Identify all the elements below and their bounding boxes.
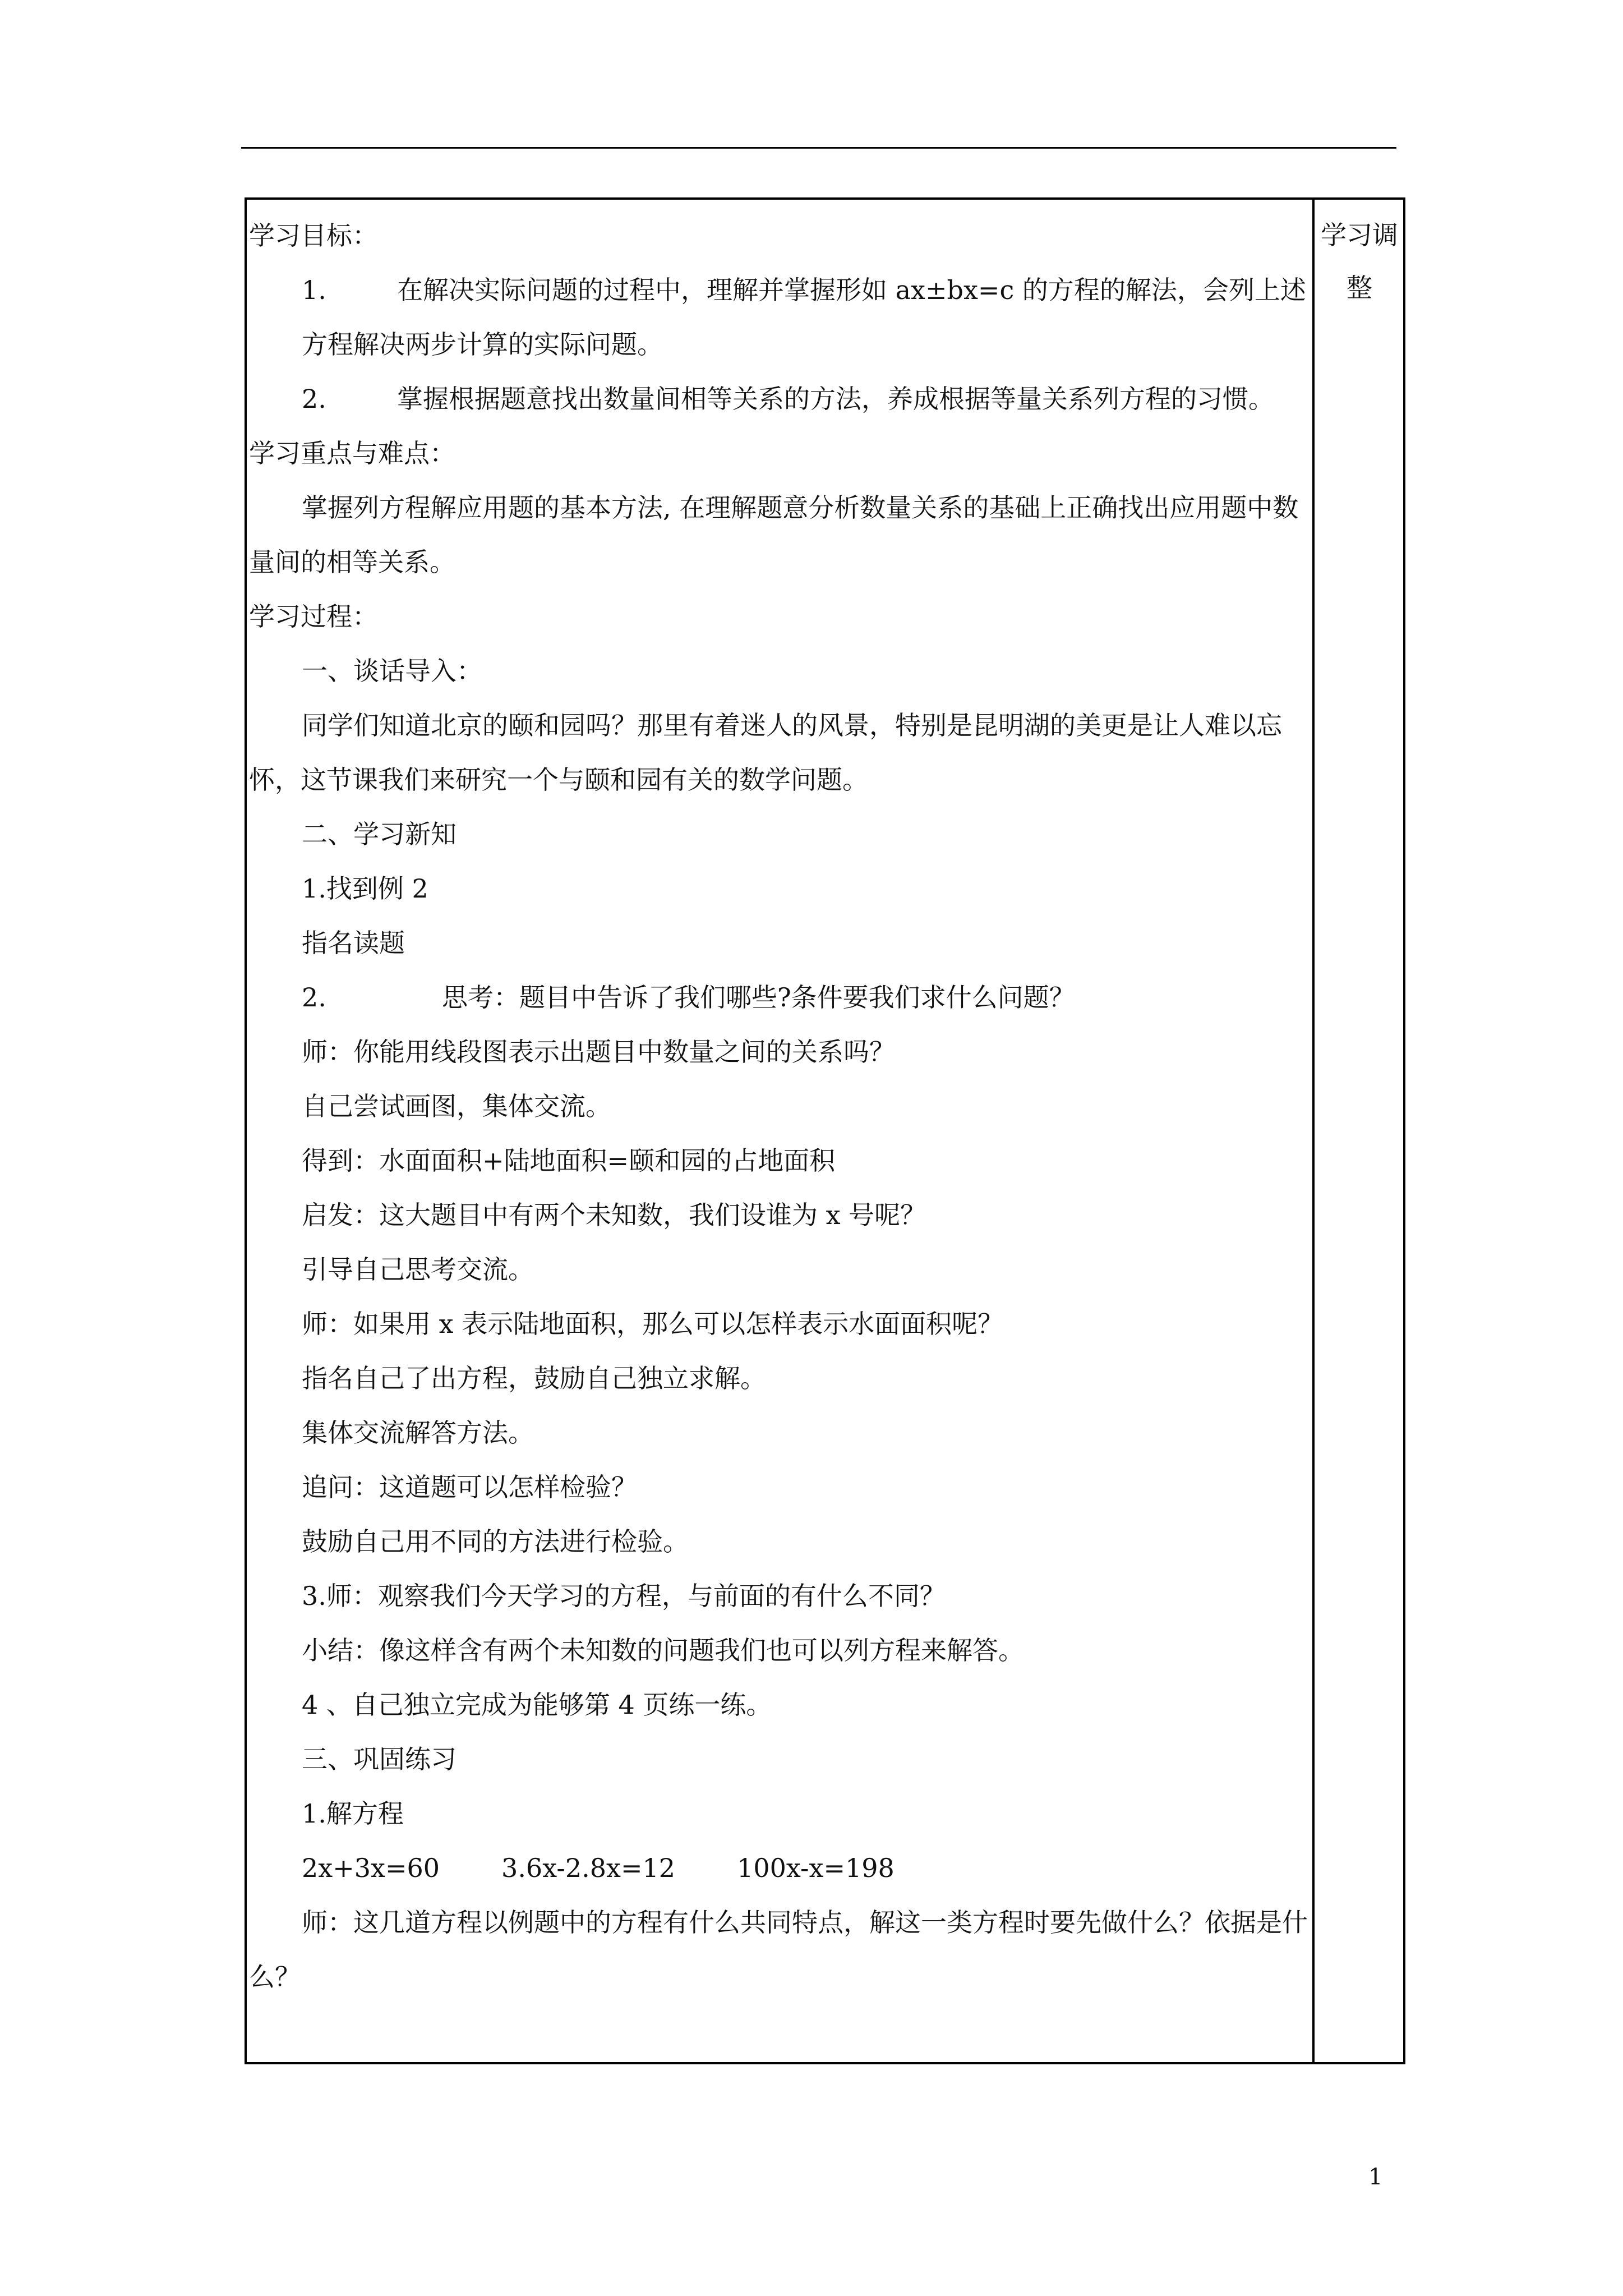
step-2 <box>249 970 1309 1025</box>
adjustment-cell <box>1316 209 1403 314</box>
goal-2-text: 掌握根据题意找出数量间相等关系的方法，养成根据等量关系列方程的习惯。 <box>397 384 1274 414</box>
final-question: 师：这几道方程以例题中的方程有什么共同特点，解这一类方程时要先做什么？依据是什么？ <box>249 1907 1308 1992</box>
process-line: 启发：这大题目中有两个未知数，我们设谁为 x 号呢？ <box>302 1200 926 1230</box>
goal-2-number: 2. <box>302 384 326 414</box>
column-divider <box>1312 197 1315 2064</box>
adjustment-label-line-2: 整 <box>1347 273 1372 303</box>
process-line: 得到：水面面积+陆地面积=颐和园的占地面积 <box>302 1145 836 1176</box>
equation-1: 2x+3x=60 <box>302 1853 440 1883</box>
goals-heading: 学习目标： <box>249 220 378 251</box>
equation-2: 3.6x-2.8x=12 <box>501 1853 676 1883</box>
process-line: 师：你能用线段图表示出题目中数量之间的关系吗？ <box>302 1037 895 1067</box>
process-line: 小结：像这样含有两个未知数的问题我们也可以列方程来解答。 <box>302 1635 1024 1665</box>
part3-title: 三、巩固练习 <box>302 1744 457 1774</box>
focus-text: 掌握列方程解应用题的基本方法, 在理解题意分析数量关系的基础上正确找出应用题中数量间的相等关系。 <box>249 493 1299 577</box>
part1-text: 同学们知道北京的颐和园吗？那里有着迷人的风景，特别是昆明湖的美更是让人难以忘怀，这节课我们来研究一个与颐和园有关的数学问题。 <box>249 710 1282 795</box>
process-line: 追问：这道题可以怎样检验？ <box>302 1472 637 1502</box>
goal-1-number: 1. <box>302 275 326 305</box>
page-number: 1 <box>1368 2164 1383 2190</box>
part1-title: 一、谈话导入： <box>302 656 482 686</box>
part3-step-1: 1.解方程 <box>302 1798 404 1829</box>
goal-1-text: 在解决实际问题的过程中，理解并掌握形如 ax±bx=c 的方程的解法，会列上述方程解决两步计算的实际问题。 <box>302 275 1306 360</box>
process-line: 师：如果用 x 表示陆地面积，那么可以怎样表示水面面积呢？ <box>302 1309 1004 1339</box>
process-line: 指名自己了出方程，鼓励自己独立求解。 <box>302 1363 766 1393</box>
equation-3: 100x-x=198 <box>737 1853 895 1883</box>
process-line: 集体交流解答方法。 <box>302 1418 534 1448</box>
adjustment-label-line-1: 学习调 <box>1321 220 1398 250</box>
header-rule <box>241 147 1396 149</box>
goal-1 <box>249 263 1309 372</box>
main-content-cell <box>249 209 1309 2004</box>
step-2-text: 思考：题目中告诉了我们哪些?条件要我们求什么问题？ <box>442 982 1075 1013</box>
process-line: 3.师：观察我们今天学习的方程，与前面的有什么不同？ <box>302 1581 946 1611</box>
goal-2 <box>249 372 1309 426</box>
equation-list <box>249 1841 1309 1895</box>
process-line: 4 、自己独立完成为能够第 4 页练一练。 <box>302 1690 772 1720</box>
part2-title: 二、学习新知 <box>302 819 457 849</box>
step-2-number: 2. <box>302 982 326 1013</box>
process-line: 自己尝试画图，集体交流。 <box>302 1091 611 1121</box>
focus-heading: 学习重点与难点： <box>249 438 455 468</box>
process-line: 鼓励自己用不同的方法进行检验。 <box>302 1526 689 1557</box>
step-1: 1.找到例 2 <box>302 873 428 904</box>
process-line: 引导自己思考交流。 <box>302 1254 534 1285</box>
step-1-read: 指名读题 <box>302 928 405 958</box>
process-heading: 学习过程： <box>249 601 378 632</box>
